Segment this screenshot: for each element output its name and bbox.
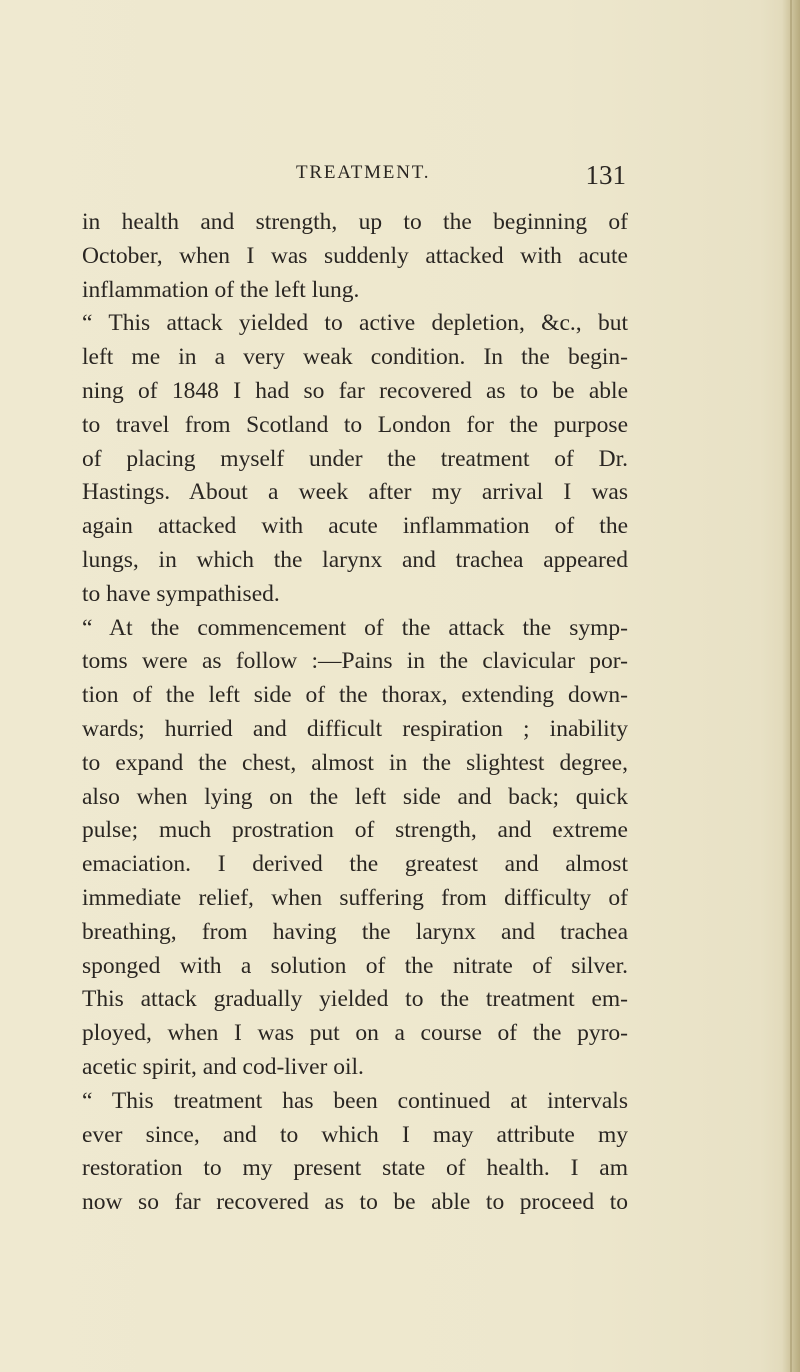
- text-line: breathing, from having the larynx and trachea: [82, 918, 628, 945]
- text-line: This attack gradually yielded to the treatment em-: [82, 986, 628, 1013]
- text-line: in health and strength, up to the beginning of: [82, 209, 628, 235]
- text-line: toms were as follow :—Pains in the clavicular por-: [82, 648, 628, 675]
- text-line: wards; hurried and difficult respiration ; inability: [82, 715, 628, 742]
- body-text: [82, 206, 628, 1220]
- text-line: now so far recovered as to be able to proceed to: [82, 1189, 628, 1216]
- text-line: again attacked with acute inflammation of the: [82, 513, 628, 540]
- text-line: October, when I was suddenly attacked with acute: [82, 242, 628, 269]
- text-line: sponged with a solution of the nitrate of silver.: [82, 952, 628, 979]
- text-line: “ This attack yielded to active depletion, &c., but: [82, 310, 628, 337]
- text-line: tion of the left side of the thorax, extending down-: [82, 682, 628, 709]
- text-line: ployed, when I was put on a course of the pyro-: [82, 1020, 628, 1047]
- text-line: Hastings. About a week after my arrival I was: [82, 479, 628, 506]
- text-line: acetic spirit, and cod-liver oil.: [82, 1053, 364, 1080]
- text-line: immediate relief, when suffering from difficulty of: [82, 884, 628, 911]
- page-edge-line: [790, 0, 792, 1372]
- text-line: also when lying on the left side and back; quick: [82, 783, 628, 810]
- page-number: 131: [585, 160, 626, 190]
- text-line: to expand the chest, almost in the slightest degree,: [82, 749, 628, 776]
- text-line: to travel from Scotland to London for the purpose: [82, 411, 628, 438]
- text-line: inflammation of the left lung.: [82, 276, 360, 303]
- text-line: pulse; much prostration of strength, and extreme: [82, 817, 628, 844]
- text-line: emaciation. I derived the greatest and almost: [82, 851, 628, 878]
- text-line: ever since, and to which I may attribute my: [82, 1121, 628, 1148]
- text-line: left me in a very weak condition. In the begin-: [82, 344, 628, 371]
- text-line: of placing myself under the treatment of Dr.: [82, 445, 628, 472]
- text-line: ning of 1848 I had so far recovered as to be able: [82, 377, 628, 404]
- text-line: “ This treatment has been continued at intervals: [82, 1087, 628, 1114]
- text-line: to have sympathised.: [82, 580, 280, 607]
- running-head: [82, 160, 628, 200]
- running-head-title: TREATMENT.: [296, 162, 431, 183]
- text-line: restoration to my present state of health. I am: [82, 1155, 628, 1182]
- text-line: lungs, in which the larynx and trachea appeared: [82, 546, 628, 573]
- text-line: “ At the commencement of the attack the symp-: [82, 614, 628, 641]
